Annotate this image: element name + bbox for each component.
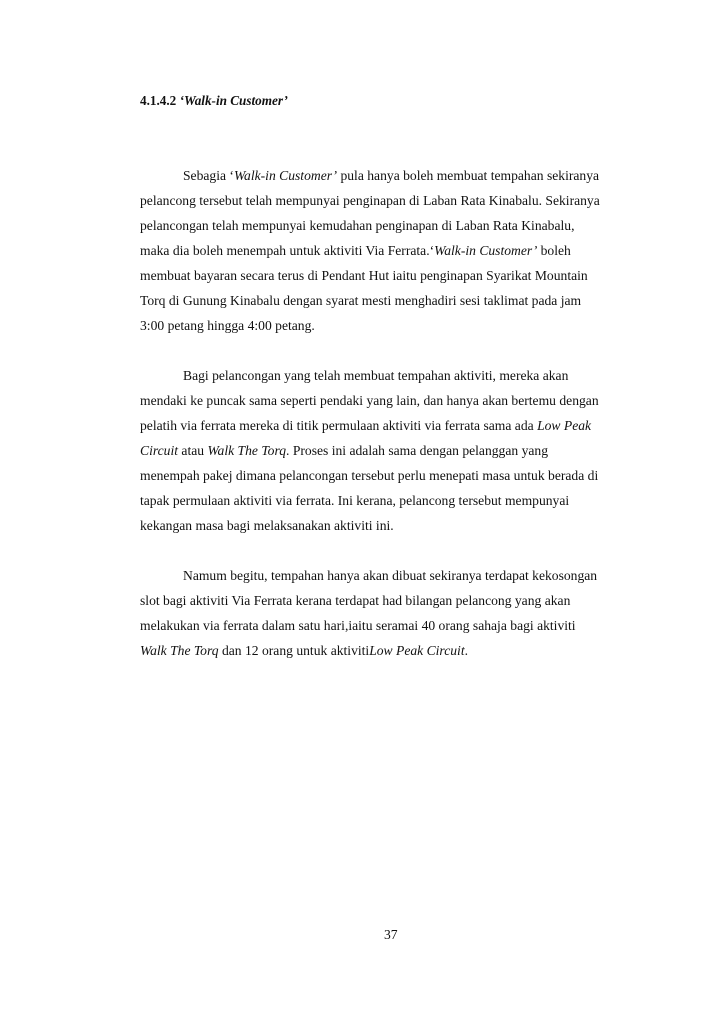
paragraph-line: membuat bayaran secara terus di Pendant Hut iaitu penginapan Syarikat Mountain [140,268,588,283]
paragraph-line: menempah pakej dimana pelancongan tersebut perlu menepati masa untuk berada di [140,468,599,483]
paragraph-line: pelancong tersebut telah mempunyai penginapan di Laban Rata Kinabalu. Sekiranya [140,193,600,208]
paragraph-line: Sebagia ‘Walk-in Customer’ pula hanya boleh membuat tempahan sekiranya [183,168,600,183]
paragraph-line: Circuit atau Walk The Torq. Proses ini adalah sama dengan pelanggan yang [140,443,549,458]
paragraph-line: 3:00 petang hingga 4:00 petang. [140,318,315,333]
paragraph-line: pelancongan telah mempunyai kemudahan penginapan di Laban Rata Kinabalu, [140,218,575,233]
paragraph-line: mendaki ke puncak sama seperti pendaki yang lain, dan hanya akan bertemu dengan [140,393,599,408]
paragraph-line: Walk The Torq dan 12 orang untuk aktivitiLow Peak Circuit. [140,643,469,658]
section-heading [140,93,288,109]
paragraph-line: kekangan masa bagi melaksanakan aktiviti ini. [140,518,394,533]
paragraph-line: Torq di Gunung Kinabalu dengan syarat mesti menghadiri sesi taklimat pada jam [140,293,582,308]
section-title: ‘Walk-in Customer’ [179,93,288,108]
section-number: 4.1.4.2 [140,93,177,108]
paragraph-line: Namum begitu, tempahan hanya akan dibuat sekiranya terdapat kekosongan [183,568,598,583]
paragraph-line: maka dia boleh menempah untuk aktiviti Via Ferrata.‘Walk-in Customer’ boleh [140,243,571,258]
page-number: 37 [384,927,398,942]
paragraph-line: Bagi pelancongan yang telah membuat tempahan aktiviti, mereka akan [183,368,569,383]
paragraph-line: pelatih via ferrata mereka di titik permulaan aktiviti via ferrata sama ada Low Peak [140,418,592,433]
paragraph-line: tapak permulaan aktiviti via ferrata. Ini kerana, pelancong tersebut mempunyai [140,493,570,508]
paragraph-line: melakukan via ferrata dalam satu hari,iaitu seramai 40 orang sahaja bagi aktiviti [140,618,576,633]
paragraph-line: slot bagi aktiviti Via Ferrata kerana terdapat had bilangan pelancong yang akan [140,593,571,608]
